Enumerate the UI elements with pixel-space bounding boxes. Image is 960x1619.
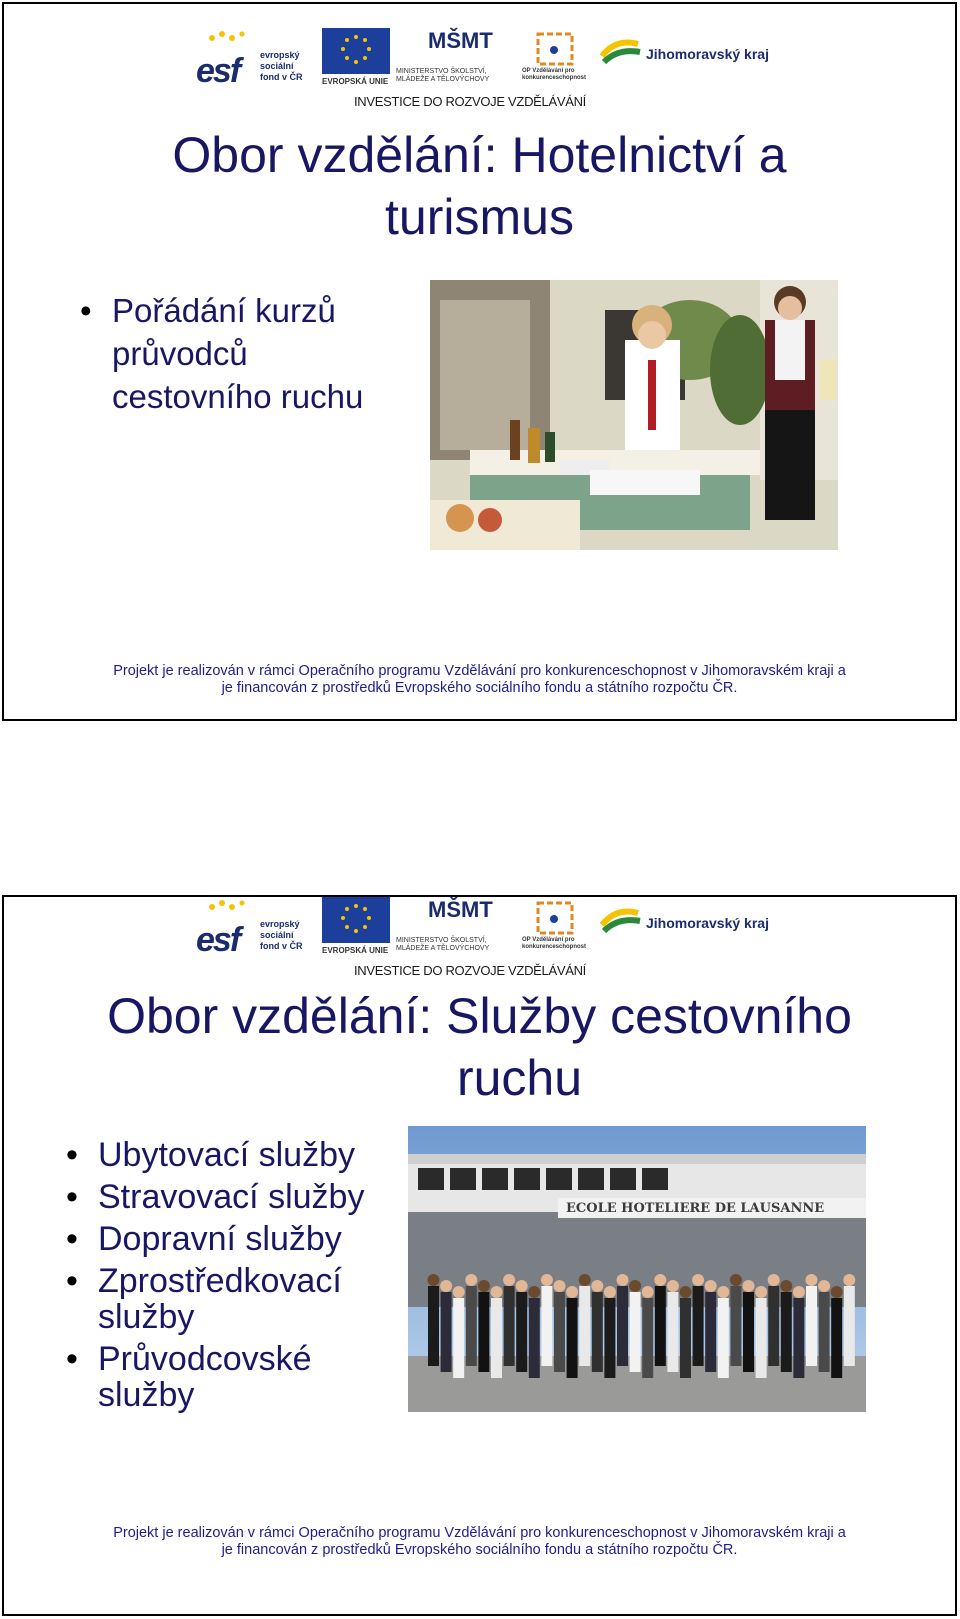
person-head (453, 1286, 465, 1298)
person-body (541, 1286, 552, 1366)
eu-logo (322, 28, 390, 90)
footer-line-1: Projekt je realizován v rámci Operačního programu Vzdělávání pro konkurenceschopnost v Jihomoravském kraji a (113, 663, 846, 679)
bullet-text: Ubytovací služby (98, 1136, 355, 1174)
bullet-list (60, 1137, 400, 1413)
person-body (718, 1298, 729, 1378)
person-body (516, 1292, 527, 1372)
esf-text: evropský sociální fond v ČR (260, 50, 303, 82)
person-head (566, 1286, 578, 1298)
waiters-photo-illustration (430, 280, 838, 550)
slide-title (4, 124, 955, 248)
person-head (818, 1280, 830, 1292)
person-head (503, 1274, 515, 1286)
slide-footer (4, 663, 955, 697)
school-group-photo-illustration (408, 1126, 866, 1412)
eu-flag-icon (322, 897, 390, 945)
msmt-text: MINISTERSTVO ŠKOLSTVÍ, MLÁDEŽE A TĚLOVÝCHOVY (396, 937, 490, 952)
person-body (693, 1286, 704, 1366)
op-text: OP Vzdělávání pro konkurenceschopnost (522, 68, 587, 81)
person-head (591, 1280, 603, 1292)
person-body (604, 1298, 615, 1378)
person-body (529, 1298, 540, 1378)
person-body (768, 1286, 779, 1366)
person-body (781, 1292, 792, 1372)
person-body (819, 1292, 830, 1372)
jmk-logo (598, 897, 778, 959)
op-logo (522, 28, 592, 90)
person-head (680, 1286, 692, 1298)
jmk-text: Jihomoravský kraj (646, 46, 769, 62)
person-body (730, 1286, 741, 1366)
person-body (428, 1286, 439, 1366)
person-head (579, 1274, 591, 1286)
list-item (60, 1137, 400, 1173)
investice-text: INVESTICE DO ROZVOJE VZDĚLÁVÁNÍ (354, 963, 586, 978)
logo-strip (194, 28, 794, 108)
person-head (629, 1280, 641, 1292)
logo-strip (194, 897, 794, 977)
school-group-photo (408, 1126, 866, 1412)
person-head (604, 1286, 616, 1298)
op-emblem-icon (532, 897, 582, 937)
esf-text: evropský sociální fond v ČR (260, 919, 303, 951)
person-body (579, 1286, 590, 1366)
person-body (453, 1298, 464, 1378)
person-body (504, 1286, 515, 1366)
footer-line-2: je financován z prostředků Evropského sociálního fondu a státního rozpočtu ČR. (221, 680, 738, 696)
person-head (541, 1274, 553, 1286)
person-head (617, 1274, 629, 1286)
person-head (780, 1280, 792, 1292)
person-head (743, 1280, 755, 1292)
person-body (655, 1286, 666, 1366)
eu-flag-icon (322, 28, 390, 76)
person-body (743, 1292, 754, 1372)
person-body (705, 1292, 716, 1372)
person-body (617, 1286, 628, 1366)
msmt-text: MINISTERSTVO ŠKOLSTVÍ, MLÁDEŽE A TĚLOVÝCHOVY (396, 68, 490, 83)
bullet-text: Dopravní služby (98, 1220, 342, 1258)
person-body (793, 1298, 804, 1378)
person-head (730, 1274, 742, 1286)
jmk-emblem-icon (598, 34, 644, 70)
person-head (654, 1274, 666, 1286)
bullet-text: Pořádání kurzů průvodců cestovního ruchu (112, 292, 364, 415)
esf-logo (194, 28, 312, 90)
slide-2 (2, 895, 957, 1616)
title-line-2: turismus (385, 189, 574, 245)
bullet-text: Průvodcovské služby (98, 1340, 312, 1414)
person-head (491, 1286, 503, 1298)
bullet-list (74, 289, 374, 418)
msmt-mark: MŠMT (428, 897, 493, 922)
list-item (60, 1263, 400, 1335)
person-head (478, 1280, 490, 1292)
person-body (667, 1292, 678, 1372)
list-item (74, 289, 374, 418)
person-head (793, 1286, 805, 1298)
footer-line-1: Projekt je realizován v rámci Operačního programu Vzdělávání pro konkurenceschopnost v Jihomoravském kraji a (113, 1525, 846, 1541)
person-body (756, 1298, 767, 1378)
slide-title (4, 985, 955, 1109)
title-line-2: ruchu (456, 1050, 583, 1106)
person-head (554, 1280, 566, 1292)
person-head (428, 1274, 440, 1286)
person-head (465, 1274, 477, 1286)
esf-mark: esf (196, 921, 240, 959)
person-body (441, 1292, 452, 1372)
person-body (554, 1292, 565, 1372)
person-body (844, 1286, 855, 1366)
person-head (692, 1274, 704, 1286)
person-head (768, 1274, 780, 1286)
person-body (592, 1292, 603, 1372)
esf-mark: esf (196, 52, 240, 90)
esf-logo (194, 897, 312, 959)
person-body (642, 1298, 653, 1378)
eu-text: EVROPSKÁ UNIE (322, 946, 389, 955)
jmk-emblem-icon (598, 903, 644, 939)
person-head (667, 1280, 679, 1292)
waiters-photo (430, 280, 838, 550)
eu-text: EVROPSKÁ UNIE (322, 77, 389, 86)
person-body (831, 1298, 842, 1378)
list-item (60, 1179, 400, 1215)
building-sign: ECOLE HOTELIERE DE LAUSANNE (566, 1201, 825, 1216)
msmt-mark: MŠMT (428, 28, 493, 53)
person-head (831, 1286, 843, 1298)
title-line-1: Obor vzdělání: Služby cestovního (107, 988, 852, 1044)
bullet-text: Stravovací služby (98, 1178, 365, 1216)
op-logo (522, 897, 592, 959)
list-item (60, 1221, 400, 1257)
person-head (755, 1286, 767, 1298)
person-head (806, 1274, 818, 1286)
jmk-logo (598, 28, 778, 90)
title-line-1: Obor vzdělání: Hotelnictví a (172, 127, 787, 183)
person-body (466, 1286, 477, 1366)
person-body (567, 1298, 578, 1378)
person-body (491, 1298, 502, 1378)
msmt-logo (396, 28, 516, 90)
person-body (806, 1286, 817, 1366)
op-emblem-icon (532, 28, 582, 68)
slide-1 (2, 2, 957, 721)
person-body (630, 1292, 641, 1372)
op-text: OP Vzdělávání pro konkurenceschopnost (522, 937, 587, 950)
person-head (440, 1280, 452, 1292)
person-head (528, 1286, 540, 1298)
list-item (60, 1341, 400, 1413)
footer-line-2: je financován z prostředků Evropského sociálního fondu a státního rozpočtu ČR. (221, 1542, 738, 1558)
person-head (705, 1280, 717, 1292)
msmt-logo (396, 897, 516, 959)
person-head (717, 1286, 729, 1298)
bullet-text: Zprostředkovací služby (98, 1262, 342, 1336)
investice-text: INVESTICE DO ROZVOJE VZDĚLÁVÁNÍ (354, 94, 586, 109)
person-head (843, 1274, 855, 1286)
slide-footer (4, 1525, 955, 1559)
person-body (680, 1298, 691, 1378)
eu-logo (322, 897, 390, 959)
person-head (516, 1280, 528, 1292)
person-body (478, 1292, 489, 1372)
person-head (642, 1286, 654, 1298)
jmk-text: Jihomoravský kraj (646, 915, 769, 931)
